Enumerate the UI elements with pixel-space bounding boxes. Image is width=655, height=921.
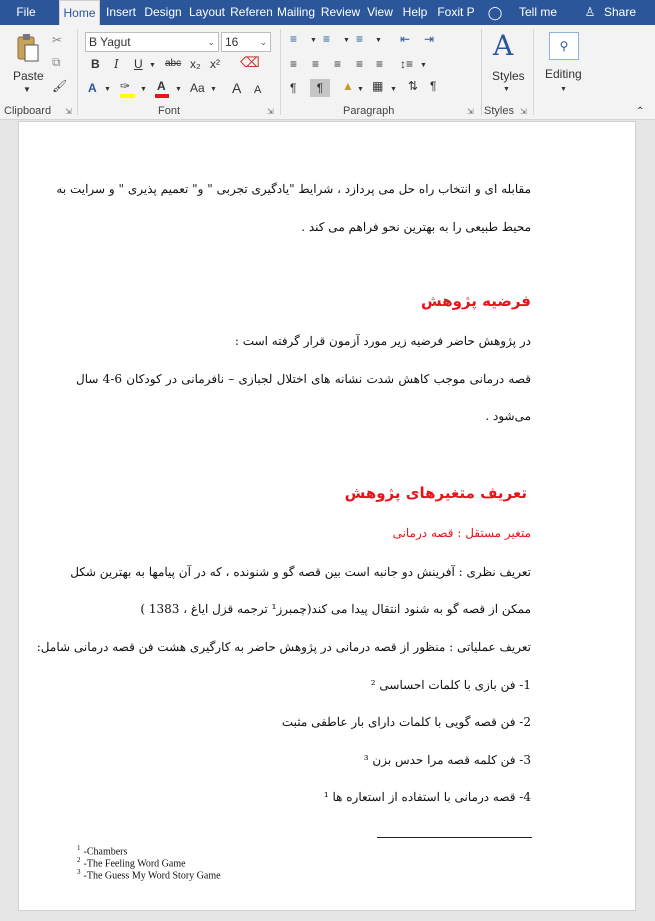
ribbon <box>0 25 655 120</box>
footnote-separator <box>377 837 532 838</box>
chevron-down-icon: ⌄ <box>259 37 267 47</box>
line-spacing-dropdown-icon[interactable]: ▼ <box>420 62 427 69</box>
tab-insert[interactable]: Insert <box>105 5 136 19</box>
divider <box>533 29 534 115</box>
bullets-icon[interactable]: ≡ <box>290 32 298 46</box>
change-case-dropdown-icon[interactable]: ▼ <box>210 86 217 93</box>
underline-dropdown-icon[interactable]: ▼ <box>149 62 156 69</box>
tab-layout[interactable]: Layout <box>188 5 226 19</box>
styles-group-label: Styles <box>484 105 514 117</box>
copy-icon[interactable]: ⧉ <box>52 55 61 69</box>
paste-dropdown-icon[interactable]: ▼ <box>23 85 31 94</box>
body-line: ممکن از قصه گو به شنود انتقال پیدا می کند(چمبرز¹ ترجمه قزل ایاغ ، 1383 ) <box>140 602 531 616</box>
heading-variables: تعریف متغیرهای پژوهش <box>344 484 527 502</box>
footnote <box>77 868 221 881</box>
bold-button[interactable]: B <box>91 57 100 71</box>
divider <box>77 29 78 115</box>
underline-button[interactable]: U <box>134 57 143 71</box>
font-launcher-icon[interactable]: ⇲ <box>267 107 274 116</box>
collapse-ribbon-icon[interactable]: ⌃ <box>636 106 645 117</box>
body-line: قصه درمانی موجب کاهش شدت نشانه های اختلال لجبازی – نافرمانی در کودکان 6-4 سال <box>76 372 532 386</box>
text-effects-icon[interactable]: A <box>88 81 97 95</box>
editing-button[interactable]: Editing <box>545 67 582 81</box>
rtl-direction-icon[interactable]: ¶ <box>310 79 330 97</box>
font-size-combo[interactable] <box>221 32 271 52</box>
share-button[interactable]: Share <box>603 5 637 19</box>
italic-button[interactable]: I <box>114 57 119 71</box>
clear-formatting-icon[interactable]: ⌫ <box>240 54 260 70</box>
styles-button[interactable]: Styles <box>492 69 525 83</box>
font-color-icon[interactable]: A <box>157 79 166 93</box>
borders-dropdown-icon[interactable]: ▼ <box>390 86 397 93</box>
ltr-direction-icon[interactable]: ¶ <box>290 81 297 95</box>
subscript-button[interactable]: x₂ <box>190 57 201 71</box>
footnote-number: 3 <box>77 868 81 876</box>
independent-variable: متغیر مستقل : قصه درمانی <box>392 526 531 540</box>
list-item: 2- فن قصه گویی با کلمات دارای بار عاطفی مثبت <box>281 715 531 729</box>
grow-font-button[interactable]: A <box>232 80 242 96</box>
body-line: مقابله ای و انتخاب راه حل می پردازد ، شرایط "یادگیری تجربی " و" تعمیم پذیری " و سرایت به <box>56 182 531 196</box>
styles-dropdown-icon[interactable]: ▼ <box>503 86 510 93</box>
body-line: در پژوهش حاضر فرضیه زیر مورد آزمون قرار گرفته است : <box>234 334 531 348</box>
font-size-value: 16 <box>225 35 239 49</box>
person-icon: ♙ <box>584 5 596 19</box>
cut-icon[interactable]: ✂ <box>52 33 63 47</box>
align-center-icon[interactable]: ≡ <box>312 57 320 71</box>
tab-foxit[interactable]: Foxit P <box>437 5 475 19</box>
body-line: تعریف نظری : آفرینش دو جانبه است بین قصه گو و شنونده ، که در آن پیامها به بهترین شکل <box>70 565 531 579</box>
align-left-icon[interactable]: ≡ <box>290 57 298 71</box>
paragraph-group-label: Paragraph <box>343 105 395 117</box>
sort-icon[interactable]: ⇅ <box>408 79 419 93</box>
numbering-icon[interactable]: ≡ <box>323 32 331 46</box>
justify-icon[interactable]: ≡ <box>356 57 364 71</box>
clipboard-launcher-icon[interactable]: ⇲ <box>65 107 72 116</box>
numbering-dropdown-icon[interactable]: ▼ <box>343 37 350 44</box>
list-item: 3- فن کلمه قصه مرا حدس بزن ³ <box>363 753 531 767</box>
superscript-button[interactable]: x² <box>210 57 220 71</box>
footnote-text: -The Guess My Word Story Game <box>83 870 221 882</box>
search-icon[interactable]: ⚲ <box>549 32 579 60</box>
list-item: 1- فن بازی با کلمات احساسی ² <box>370 678 531 692</box>
tab-review[interactable]: Review <box>320 5 361 19</box>
text-effects-dropdown-icon[interactable]: ▼ <box>104 86 111 93</box>
tab-home[interactable]: Home <box>59 0 100 25</box>
strikethrough-button[interactable]: abc <box>165 58 182 69</box>
highlight-icon[interactable]: ✑ <box>120 79 130 93</box>
paste-button[interactable]: Paste <box>13 69 44 83</box>
multilevel-list-icon[interactable]: ≡ <box>356 32 364 46</box>
heading-hypothesis: فرضیه پژوهش <box>421 292 531 310</box>
body-line: تعریف عملیاتی : منظور از قصه درمانی در پژوهش حاضر به کارگیری هشت فن قصه درمانی شامل: <box>36 640 531 654</box>
font-name-combo[interactable] <box>85 32 219 52</box>
divider <box>280 29 281 115</box>
align-right-icon[interactable]: ≡ <box>334 57 342 71</box>
body-line: محیط طبیعی را به بهترین نحو فراهم می کند . <box>301 220 531 234</box>
shrink-font-button[interactable]: A <box>254 84 262 96</box>
document-page[interactable] <box>18 121 636 911</box>
list-item: 4- قصه درمانی با استفاده از استعاره ها ¹ <box>323 790 531 804</box>
decrease-indent-icon[interactable]: ⇤ <box>400 32 411 46</box>
tab-references[interactable]: Referen <box>230 5 273 19</box>
styles-icon[interactable]: A <box>493 29 514 62</box>
line-spacing-icon[interactable]: ↕≡ <box>400 57 414 71</box>
editing-dropdown-icon[interactable]: ▼ <box>560 86 567 93</box>
ribbon-tab-bar <box>0 0 655 25</box>
font-group-label: Font <box>158 105 181 117</box>
clipboard-group-label: Clipboard <box>4 105 52 117</box>
justify-all-icon[interactable]: ≡ <box>376 57 384 71</box>
tab-file[interactable]: File <box>16 5 36 19</box>
tab-design[interactable]: Design <box>144 5 182 19</box>
divider <box>481 29 482 115</box>
styles-launcher-icon[interactable]: ⇲ <box>520 107 527 116</box>
font-color-dropdown-icon[interactable]: ▼ <box>175 86 182 93</box>
show-marks-icon[interactable]: ¶ <box>430 79 437 93</box>
shading-icon[interactable]: ▲ <box>342 79 354 93</box>
shading-dropdown-icon[interactable]: ▼ <box>357 86 364 93</box>
tab-help[interactable]: Help <box>402 5 428 19</box>
footnote-number: 1 <box>77 844 81 852</box>
chevron-down-icon: ⌄ <box>207 37 215 47</box>
multilevel-dropdown-icon[interactable]: ▼ <box>375 37 382 44</box>
footnote-number: 2 <box>77 856 81 864</box>
paragraph-launcher-icon[interactable]: ⇲ <box>467 107 474 116</box>
footnote-text: -Chambers <box>83 846 128 858</box>
highlight-dropdown-icon[interactable]: ▼ <box>140 86 147 93</box>
lightbulb-icon: ◯ <box>487 5 503 20</box>
footnote-text: -The Feeling Word Game <box>83 858 186 870</box>
format-painter-icon[interactable]: 🖌 <box>52 79 68 93</box>
tell-me-search[interactable]: Tell me <box>518 5 557 19</box>
body-line: می‌شود . <box>485 409 531 423</box>
document-area[interactable] <box>0 121 655 921</box>
increase-indent-icon[interactable]: ⇥ <box>424 32 435 46</box>
paste-icon[interactable] <box>14 33 40 65</box>
bullets-dropdown-icon[interactable]: ▼ <box>310 37 317 44</box>
borders-icon[interactable]: ▦ <box>372 79 384 93</box>
tab-mailings[interactable]: Mailing <box>276 5 315 19</box>
change-case-button[interactable]: Aa <box>190 81 205 95</box>
tab-view[interactable]: View <box>367 5 393 19</box>
font-name-value: B Yagut <box>89 35 131 49</box>
